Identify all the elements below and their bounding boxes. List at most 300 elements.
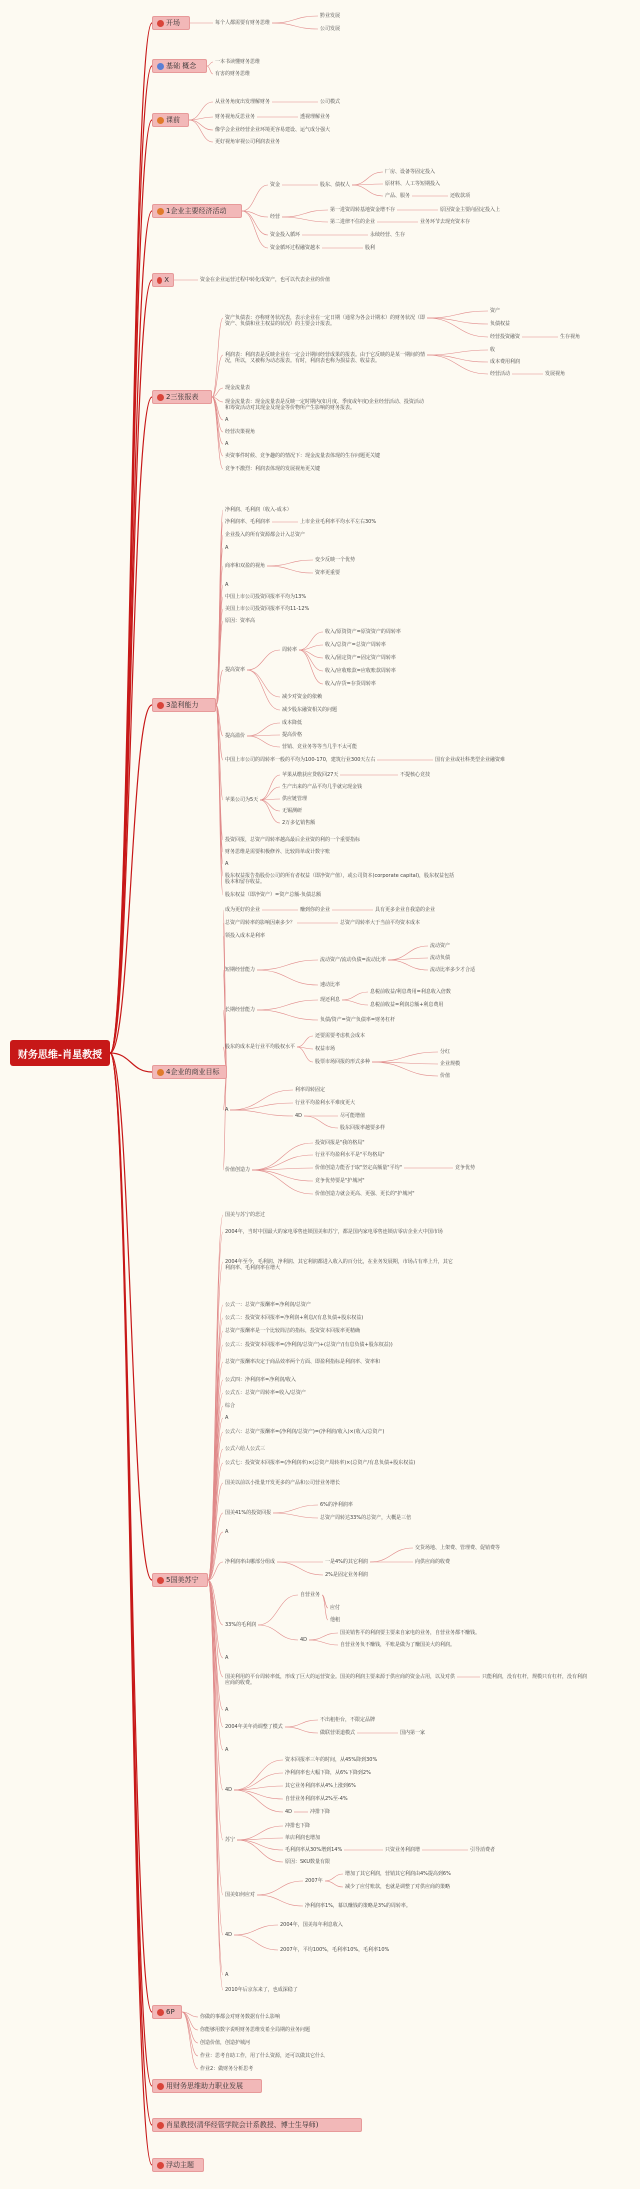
topic-node[interactable]: 经营决策视角 bbox=[225, 429, 256, 435]
topic-node[interactable]: 经营 bbox=[270, 214, 281, 220]
topic-node[interactable]: 自营业务负不赚钱，平账是做为了赚国美大的利润。 bbox=[340, 1642, 456, 1648]
topic-node[interactable]: 毛利润率从30%增到14% bbox=[285, 1847, 343, 1853]
topic-node[interactable]: 原材料、人工等短期投入 bbox=[385, 181, 441, 187]
topic-node[interactable]: 净利润、毛利润（收入-成本） bbox=[225, 507, 292, 513]
topic-node[interactable]: A bbox=[225, 1747, 229, 1753]
connector-line bbox=[237, 1840, 283, 1862]
topic-node[interactable]: 竞争优势要是"护城河" bbox=[315, 1178, 365, 1184]
connector-line bbox=[110, 1053, 152, 2165]
connector-line bbox=[372, 1052, 438, 1062]
connector-line bbox=[309, 1633, 338, 1640]
section-icon bbox=[157, 2009, 164, 2016]
section-icon bbox=[157, 1069, 164, 1076]
topic-node[interactable]: 价值创造力能否于取"坚定高额量"平均" bbox=[315, 1165, 402, 1171]
topic-node[interactable]: 总资产报酬率是一个比较简洁的指标，投资资本回报率更精确 bbox=[225, 1328, 361, 1334]
topic-node[interactable]: 冲排也下降 bbox=[285, 1823, 311, 1829]
section-label: 浮动主题 bbox=[166, 2161, 194, 2169]
connector-line bbox=[267, 560, 313, 566]
connector-line bbox=[267, 566, 313, 573]
section-label: 3盈利能力 bbox=[166, 701, 199, 709]
connector-line bbox=[110, 1053, 152, 2012]
topic-node[interactable]: 原因资金主要向固定投入上 bbox=[440, 207, 501, 213]
topic-node[interactable]: A bbox=[225, 1529, 229, 1535]
topic-node[interactable]: 2万多亿销售额 bbox=[282, 820, 316, 826]
connector-line bbox=[247, 650, 280, 670]
topic-node[interactable]: 生存视角 bbox=[560, 334, 581, 340]
topic-node[interactable]: 减少了应付账款，也就是调整了对供应商的策略 bbox=[345, 1884, 451, 1890]
topic-node[interactable]: 流动资产/流动负债=流动比率 bbox=[320, 957, 386, 963]
topic-node[interactable]: 赚到你的企业 bbox=[300, 907, 331, 913]
connector-line bbox=[189, 120, 213, 142]
topic-node[interactable]: 原因：资率高 bbox=[225, 618, 256, 624]
topic-node[interactable]: 资金 bbox=[270, 182, 281, 188]
connector-line bbox=[352, 172, 383, 185]
connector-line bbox=[388, 958, 428, 960]
topic-node[interactable]: 国美41%的投资回报 bbox=[225, 1510, 272, 1516]
topic-node[interactable]: 4D bbox=[295, 1113, 303, 1119]
topic-node[interactable]: 国美以前以小批量开发更多的产品和公司营业务增长 bbox=[225, 1480, 341, 1486]
connector-line bbox=[282, 217, 328, 222]
connector-line bbox=[242, 211, 268, 235]
connector-line bbox=[110, 66, 152, 1053]
topic-node[interactable]: 苹果公司为5天 bbox=[225, 797, 259, 803]
connector-line bbox=[234, 1773, 283, 1790]
topic-node[interactable]: 2004年，国美每年利息收入 bbox=[280, 1922, 343, 1928]
topic-node[interactable]: A bbox=[225, 1655, 229, 1661]
connector-line bbox=[285, 1720, 318, 1727]
connector-line bbox=[297, 1036, 313, 1047]
topic-node[interactable]: 你做的事都会对财务数据有什么影响 bbox=[200, 2014, 281, 2020]
topic-node[interactable]: A bbox=[225, 1707, 229, 1713]
topic-node[interactable]: 公司模式 bbox=[320, 99, 341, 105]
connector-line bbox=[252, 1170, 313, 1181]
topic-node[interactable]: 产品、服务 bbox=[385, 193, 411, 199]
topic-node[interactable]: 自营业务利润率从2%至-4% bbox=[285, 1796, 348, 1802]
section-node[interactable] bbox=[152, 59, 207, 73]
topic-node[interactable]: 不提核心竞技 bbox=[400, 772, 431, 778]
section-node[interactable] bbox=[152, 2118, 362, 2132]
topic-node[interactable]: 现金流量表 bbox=[225, 385, 251, 391]
topic-node[interactable]: 成为更好的企业 bbox=[225, 907, 261, 913]
topic-node[interactable]: 4D bbox=[285, 1809, 293, 1815]
connector-line bbox=[247, 736, 280, 747]
connector-line bbox=[285, 1727, 318, 1733]
topic-node[interactable]: 具有更多企业自我造的企业 bbox=[375, 907, 436, 913]
connector-line bbox=[304, 1116, 338, 1128]
section-label: 6P bbox=[166, 2008, 175, 2016]
topic-node[interactable]: 厂房、设备等固定投入 bbox=[385, 169, 436, 175]
connector-line bbox=[258, 1595, 298, 1625]
topic-node[interactable]: 4D bbox=[225, 1787, 233, 1793]
topic-node[interactable]: 第一进资周转基地资金增不存 bbox=[330, 207, 396, 213]
topic-node[interactable]: 周转率 bbox=[282, 647, 298, 653]
topic-node[interactable]: 净利润率由哪部分组成 bbox=[225, 1559, 276, 1565]
section-label: 2三张报表 bbox=[166, 393, 199, 401]
section-icon bbox=[157, 702, 164, 709]
topic-node[interactable]: 营销、竞业务等等当几乎不太可能 bbox=[282, 744, 358, 750]
topic-node[interactable]: 不出租柜台，不限定品牌 bbox=[320, 1717, 376, 1723]
topic-node[interactable]: 透视理解业务 bbox=[300, 114, 331, 120]
section-label: 肖星教授(清华经管学院会计系教授、博士生导师) bbox=[166, 2121, 319, 2129]
connector-line bbox=[342, 992, 368, 1000]
connector-line bbox=[230, 1090, 293, 1110]
topic-node[interactable]: 价值创造力 bbox=[225, 1167, 251, 1173]
topic-node[interactable]: 减少对资金的依赖 bbox=[282, 694, 323, 700]
connector-line bbox=[325, 1881, 343, 1887]
section-label: 用财务思维助力职业发展 bbox=[166, 2082, 243, 2090]
connector-line bbox=[370, 1548, 413, 1562]
connector-line bbox=[208, 1580, 223, 1750]
topic-node[interactable]: 公式四：净利润率=净利润/收入 bbox=[225, 1377, 296, 1383]
topic-node[interactable]: 交货场地、上架费、管理费、促销费等 bbox=[415, 1545, 501, 1551]
topic-node[interactable]: 长期经营能力 bbox=[225, 1007, 256, 1013]
connector-line bbox=[247, 723, 280, 736]
topic-node[interactable]: 减少股东融资相关的问题 bbox=[282, 707, 338, 713]
topic-node[interactable]: 他租 bbox=[330, 1617, 341, 1623]
topic-node[interactable]: 总资产周转达33%的总资产，大概是三倍 bbox=[320, 1515, 412, 1521]
connector-line bbox=[234, 1790, 283, 1799]
topic-node[interactable]: 2007年，平均100%，毛利率10%，毛利率10% bbox=[280, 1947, 390, 1953]
connector-line bbox=[110, 280, 152, 1053]
topic-node[interactable]: 冲排下降 bbox=[310, 1809, 331, 1815]
connector-line bbox=[260, 800, 280, 811]
section-node[interactable] bbox=[152, 113, 189, 127]
section-icon bbox=[157, 2083, 164, 2090]
connector-line bbox=[252, 1170, 313, 1194]
topic-node[interactable]: 企业投入的所有资源都会计入总资产 bbox=[225, 532, 306, 538]
topic-node[interactable]: 现金流量表：现金流量表是反映一定时期内(如月度、季度或年度)企业经营活动、投资活动和筹资活动对其现金及现金等价物所产生影响的财务报表。 bbox=[225, 399, 424, 411]
connector-line bbox=[352, 185, 383, 196]
connector-line bbox=[257, 1881, 303, 1895]
topic-node[interactable]: 收入/存货=存货周转率 bbox=[325, 681, 376, 687]
topic-node[interactable]: 竞争优势 bbox=[455, 1165, 476, 1171]
topic-node[interactable]: 6%的净利润率 bbox=[320, 1502, 353, 1508]
topic-node[interactable]: 引导消费者 bbox=[470, 1847, 496, 1853]
topic-node[interactable]: 自营业务 bbox=[300, 1592, 321, 1598]
topic-node[interactable]: 生产出来的产品平均几乎就完现金钱 bbox=[282, 784, 363, 790]
connector-line bbox=[282, 210, 328, 217]
topic-node[interactable]: 还收款项 bbox=[450, 193, 471, 199]
section-icon bbox=[157, 208, 164, 215]
topic-node[interactable]: 经营投资融资 bbox=[490, 334, 521, 340]
topic-node[interactable]: 应付 bbox=[330, 1605, 341, 1611]
connector-line bbox=[257, 1000, 318, 1010]
topic-node[interactable]: 苏宁 bbox=[225, 1837, 236, 1843]
topic-node[interactable]: 提高溢价 bbox=[225, 733, 246, 739]
topic-node[interactable]: 总资产周转率大于当前平均资本成本 bbox=[340, 920, 421, 926]
topic-node[interactable]: 息税前收益=利润总额+利息费用 bbox=[370, 1002, 444, 1008]
topic-node[interactable]: A bbox=[225, 1972, 229, 1978]
section-icon bbox=[157, 1577, 164, 1584]
topic-node[interactable]: 股东的成本是行业平均股权水平 bbox=[225, 1044, 296, 1050]
connector-line bbox=[237, 1838, 283, 1840]
connector-line bbox=[258, 1625, 298, 1640]
connector-line bbox=[182, 2012, 198, 2056]
section-icon bbox=[157, 394, 164, 401]
topic-node[interactable]: A bbox=[225, 582, 229, 588]
connector-line bbox=[272, 23, 318, 29]
topic-node[interactable]: 公式一：总资产报酬率=净利润/总资产 bbox=[225, 1302, 311, 1308]
topic-node[interactable]: 国美利用的平台周转率低，形成了巨大的运营资金。国美的利润主要来源于供应商的资金占用，以及对供应商的收费。 bbox=[225, 1674, 456, 1686]
topic-node[interactable]: 股利 bbox=[365, 245, 376, 251]
topic-node[interactable]: 提高资率 bbox=[225, 667, 246, 673]
topic-node[interactable]: 2010年后京东来了，也成深稳了 bbox=[225, 1987, 298, 1993]
connector-line bbox=[427, 355, 488, 362]
topic-node[interactable]: 黔业发展 bbox=[320, 13, 341, 19]
connector-line bbox=[297, 1047, 313, 1062]
connector-line bbox=[110, 120, 152, 1053]
topic-node[interactable]: 向供应商的收费 bbox=[415, 1559, 451, 1565]
topic-node[interactable]: 竞争不激烈：利润表体现的发展视角更关键 bbox=[225, 466, 321, 472]
topic-node[interactable]: 总资产报酬率决定于商品效率两个方面、即盈利指标是利润率、资率和 bbox=[225, 1359, 381, 1365]
topic-node[interactable]: 成本费用利润 bbox=[490, 359, 521, 365]
topic-node[interactable]: 利率周转固定 bbox=[295, 1087, 326, 1093]
connector-line bbox=[272, 16, 318, 23]
topic-node[interactable]: 第二进律不住的企业 bbox=[330, 219, 376, 225]
topic-node[interactable]: 公式五：总资产周转率=收入/总资产 bbox=[225, 1390, 306, 1396]
topic-node[interactable]: 权益市场 bbox=[315, 1046, 336, 1052]
topic-node[interactable]: 公式六给人公式三 bbox=[225, 1446, 266, 1452]
topic-node[interactable]: 永续经营、生存 bbox=[370, 232, 406, 238]
section-node[interactable] bbox=[152, 1573, 208, 1587]
topic-node[interactable]: 国美如何应对 bbox=[225, 1892, 256, 1898]
topic-node[interactable]: 业务环节去现充资本存 bbox=[420, 219, 471, 225]
connector-line bbox=[260, 787, 280, 800]
topic-node[interactable]: 33%的毛利润 bbox=[225, 1622, 257, 1628]
topic-node[interactable]: 领投入成本是利率 bbox=[225, 933, 266, 939]
topic-node[interactable]: 你能够用数字说明财务思维发希全局期的业务问题 bbox=[200, 2027, 311, 2033]
topic-node[interactable]: 财务视角反思业务 bbox=[215, 114, 256, 120]
topic-node[interactable]: 商率和双盈的视角 bbox=[225, 563, 266, 569]
topic-node[interactable]: 卖资事件时候、竞争趣的的情况下：现金流量表体现的生存问题更关键 bbox=[225, 453, 381, 459]
topic-node[interactable]: 短期经营能力 bbox=[225, 967, 256, 973]
topic-node[interactable]: 只能利润，没有杠杆，规模只有杠杆，没有利润 bbox=[482, 1674, 588, 1680]
section-icon bbox=[157, 117, 164, 124]
connector-line bbox=[234, 1760, 283, 1790]
topic-node[interactable]: A bbox=[225, 441, 229, 447]
topic-node[interactable]: 从业务角度出发理解财务 bbox=[215, 99, 271, 105]
topic-node[interactable]: 经营活动 bbox=[490, 371, 511, 377]
connector-line bbox=[273, 1513, 318, 1518]
topic-node[interactable]: 财务思维是需要积极修养、比较简单或计数字账 bbox=[225, 849, 331, 855]
topic-node[interactable]: 股东权益（即净资产）=资产总额-负债总额 bbox=[225, 892, 321, 898]
topic-node[interactable]: 公式七：投资资本回报率=(净利润率)×(总资产周转率)×(总资产/有息负债+股东权益) bbox=[225, 1460, 416, 1466]
connector-line bbox=[247, 670, 280, 710]
topic-node[interactable]: 美国上市公司投资回报率平均11-12% bbox=[225, 606, 310, 612]
section-node[interactable] bbox=[152, 2005, 182, 2019]
section-node[interactable] bbox=[152, 204, 242, 218]
topic-node[interactable]: 收入/原资资产=原资资产的周转率 bbox=[325, 629, 401, 635]
topic-node[interactable]: A bbox=[225, 545, 229, 551]
topic-node[interactable]: 净利润率也大幅下降，从6%下降到2% bbox=[285, 1770, 371, 1776]
section-label: 1企业主要经济活动 bbox=[166, 207, 227, 215]
connector-line bbox=[257, 960, 318, 970]
connector-line bbox=[257, 970, 318, 985]
topic-node[interactable]: 成本降低 bbox=[282, 720, 303, 726]
topic-node[interactable]: 做联营渠道模式 bbox=[320, 1730, 356, 1736]
connector-line bbox=[252, 1155, 313, 1170]
topic-node[interactable]: 资金在企业运营过程中转化成资产，也可以代表企业的价值 bbox=[200, 277, 331, 283]
topic-node[interactable]: 2007年 bbox=[305, 1878, 323, 1884]
connector-line bbox=[189, 120, 213, 130]
connector-line bbox=[212, 397, 223, 456]
topic-node[interactable]: 苹果从缴获应贷收回27天 bbox=[282, 772, 339, 778]
topic-node[interactable]: 供应链管理 bbox=[282, 796, 308, 802]
section-node[interactable] bbox=[152, 1065, 227, 1079]
topic-node[interactable]: 资产负债表：亦称财务状况表，表示企业在一定日期（通常为各会计期末）的财务状况（即资产、负债和业主权益的状况）的主要会计报表。 bbox=[225, 315, 426, 327]
section-icon bbox=[157, 277, 162, 284]
root-node[interactable] bbox=[10, 1040, 110, 1066]
topic-node[interactable]: A bbox=[225, 417, 229, 423]
section-icon bbox=[157, 63, 164, 70]
topic-node[interactable]: 资本回报率三年的时间，从45%降到30% bbox=[285, 1757, 378, 1763]
topic-node[interactable]: 中国上市公司投资回报率平均为13% bbox=[225, 594, 307, 600]
connector-line bbox=[237, 1840, 283, 1850]
topic-node[interactable]: 国有企业或社科类型企业融资难 bbox=[435, 757, 506, 763]
topic-node[interactable]: 现还利息 bbox=[320, 997, 341, 1003]
topic-node[interactable]: 作业2：做财务分析思考 bbox=[200, 2066, 254, 2072]
topic-node[interactable]: 价值创造力就会更高、更强、更长的"护城河" bbox=[315, 1191, 415, 1197]
topic-node[interactable]: 一本书读懂财务思维 bbox=[215, 59, 261, 65]
topic-node[interactable]: 利润表：利润表是反映企业在一定会计期间经营成果的报表。由于它反映的是某一期间的情况，所以，又被称为动态报表。有时，利润表也称为损益表、收益表。 bbox=[225, 352, 426, 364]
topic-node[interactable]: 收入/固定资产=固定资产周转率 bbox=[325, 655, 396, 661]
topic-node[interactable]: 流动负债 bbox=[430, 955, 451, 961]
connector-line bbox=[299, 650, 323, 684]
section-node[interactable] bbox=[152, 273, 174, 287]
topic-node[interactable]: 收 bbox=[490, 347, 496, 353]
topic-node[interactable]: 负债/资产=资产负债率=财务杠杆 bbox=[320, 1017, 396, 1023]
topic-node[interactable]: 2%是固定业务利润 bbox=[325, 1572, 368, 1578]
topic-node[interactable]: 公式六：总资产报酬率=(净利润/总资产)=(净利润/收入)×(收入/总资产) bbox=[225, 1429, 385, 1435]
topic-node[interactable]: 总资产周转率的影响因素多少？ bbox=[225, 920, 296, 926]
connector-line bbox=[110, 1053, 152, 1580]
connector-line bbox=[427, 350, 488, 355]
topic-node[interactable]: 变少反映一个优势 bbox=[315, 557, 356, 563]
topic-node[interactable]: 资率更重要 bbox=[315, 570, 341, 576]
topic-node[interactable]: 价值 bbox=[440, 1073, 451, 1079]
topic-node[interactable]: 创造价值，创造护城河 bbox=[200, 2040, 251, 2046]
connector-line bbox=[223, 936, 227, 1072]
topic-node[interactable]: 一是4%的其它利润 bbox=[325, 1559, 368, 1565]
topic-node[interactable]: 每个人都需要有财务思维 bbox=[215, 20, 271, 26]
connector-line bbox=[234, 1790, 283, 1812]
topic-node[interactable]: 流动资产 bbox=[430, 943, 451, 949]
topic-node[interactable]: 像学会企业经营企业环境更容易建设、运气成分强大 bbox=[215, 127, 331, 133]
topic-node[interactable]: 4D bbox=[300, 1637, 308, 1643]
topic-node[interactable]: 更好视角审视公司利润表业务 bbox=[215, 139, 281, 145]
topic-node[interactable]: 国内第一家 bbox=[400, 1730, 426, 1736]
topic-node[interactable]: A bbox=[225, 1415, 229, 1421]
connector-line bbox=[427, 355, 488, 374]
section-icon bbox=[157, 2122, 164, 2129]
topic-node[interactable]: 只资业务利润增 bbox=[385, 1847, 421, 1853]
topic-node[interactable]: 其它业务利润率从4%上涨到6% bbox=[285, 1783, 356, 1789]
topic-node[interactable]: 分红 bbox=[440, 1049, 451, 1055]
section-node[interactable] bbox=[152, 16, 190, 30]
topic-node[interactable]: 提高价格 bbox=[282, 732, 303, 738]
section-node[interactable] bbox=[152, 698, 216, 712]
topic-node[interactable]: 无锡测研 bbox=[282, 808, 303, 814]
topic-node[interactable]: 有害的财务思维 bbox=[215, 71, 251, 77]
topic-node[interactable]: 投资回报是"我的格局" bbox=[315, 1140, 365, 1146]
topic-node[interactable]: 还要需要考虑机会成本 bbox=[315, 1033, 366, 1039]
topic-node[interactable]: 流动比率多少才合适 bbox=[430, 967, 476, 973]
topic-node[interactable]: 单店利润也增加 bbox=[285, 1835, 321, 1841]
section-icon bbox=[157, 20, 164, 27]
section-node[interactable] bbox=[152, 2079, 262, 2093]
connector-line bbox=[234, 1935, 278, 1950]
section-label: X bbox=[164, 276, 169, 284]
topic-node[interactable]: 国美销售平的利润要主要来自家电的业务，自营业务都不赚钱。 bbox=[340, 1630, 481, 1636]
section-node[interactable] bbox=[152, 2158, 204, 2172]
connector-line bbox=[230, 1103, 293, 1110]
topic-node[interactable]: 股东、债权人 bbox=[320, 182, 351, 188]
topic-node[interactable]: 增加了其它利润，营销其它利润由4%提高到6% bbox=[345, 1871, 451, 1877]
section-label: 4企业的商业目标 bbox=[166, 1068, 220, 1076]
topic-node[interactable]: 息税前收益/利息费用=利息收入倍数 bbox=[370, 989, 451, 995]
section-label: 课前 bbox=[166, 116, 180, 124]
topic-node[interactable]: 净利润率、毛利润率 bbox=[225, 519, 271, 525]
topic-node[interactable]: 股东权益报告指股份公司的所有者权益（即净资产值），或公司资本(corporate capital)，股东权益包括股本和留存收益。 bbox=[225, 873, 455, 885]
section-label: 开场 bbox=[166, 19, 180, 27]
topic-node[interactable]: 上市企业毛利率平均水平左右30% bbox=[300, 519, 377, 525]
topic-node[interactable]: 公式二：投资资本回报率=净利润+利息/(有息负债+股东权益) bbox=[225, 1315, 364, 1321]
topic-node[interactable]: 股票市场回报的形式多种 bbox=[315, 1059, 371, 1065]
topic-node[interactable]: 行业平均盈利水平是"平均格局" bbox=[315, 1152, 385, 1158]
topic-node[interactable]: 原因：SKU数量有限 bbox=[285, 1859, 330, 1865]
topic-node[interactable]: 4D bbox=[225, 1932, 233, 1938]
topic-node[interactable]: 综合 bbox=[225, 1403, 236, 1409]
connector-line bbox=[110, 397, 152, 1053]
topic-node[interactable]: 股东回报率越要多样 bbox=[340, 1125, 386, 1131]
topic-node[interactable]: 发展视角 bbox=[545, 371, 566, 377]
topic-node[interactable]: 2004年美年尚调整了模式 bbox=[225, 1724, 283, 1730]
topic-node[interactable]: 速动比率 bbox=[320, 982, 341, 988]
topic-node[interactable]: 收入/总资产=总资产周转率 bbox=[325, 642, 386, 648]
topic-node[interactable]: 公司发展 bbox=[320, 26, 341, 32]
topic-node[interactable]: 企业规模 bbox=[440, 1061, 461, 1067]
connector-line bbox=[273, 1505, 318, 1513]
topic-node[interactable]: 作业：思考自助工作，用了什么资源，还可以做其它什么 bbox=[200, 2053, 326, 2059]
topic-node[interactable]: 2004年至今，毛利润、净利润、其它利润都进入收入的百分比，在业务发展期，市场占有率上升，其它利润率、毛利润率在增大 bbox=[225, 1259, 453, 1271]
topic-node[interactable]: A bbox=[225, 861, 229, 867]
topic-node[interactable]: 国美与苏宁的悲过 bbox=[225, 1212, 266, 1218]
topic-node[interactable]: 净利润率1%，幕以赚钱的策略是3%的周转率。 bbox=[305, 1903, 411, 1909]
section-node[interactable] bbox=[152, 390, 212, 404]
topic-node[interactable]: 行业平均盈利水平难度更大 bbox=[295, 1100, 356, 1106]
section-label: 基础 概念 bbox=[166, 62, 197, 70]
topic-node[interactable]: A bbox=[225, 1107, 229, 1113]
topic-node[interactable]: 2004年，当时中国最大的家电零售连锁国美和苏宁，都是国内家电零售连锁店零店企业大中国市场 bbox=[225, 1229, 443, 1235]
connector-line bbox=[110, 211, 152, 1053]
topic-node[interactable]: 资金循环过程融资越本 bbox=[270, 245, 321, 251]
root-title: 财务思维-肖星教授 bbox=[17, 1049, 103, 1061]
topic-node[interactable]: 负债权益 bbox=[490, 321, 511, 327]
topic-node[interactable]: 收入/应收账款=应收账款周转率 bbox=[325, 668, 396, 674]
topic-node[interactable]: 资金投入循环 bbox=[270, 232, 301, 238]
connector-line bbox=[260, 800, 280, 823]
section-icon bbox=[157, 2162, 164, 2169]
connector-line bbox=[212, 397, 223, 444]
connector-line bbox=[230, 1110, 293, 1116]
connector-line bbox=[207, 66, 213, 74]
connector-line bbox=[427, 311, 488, 318]
topic-node[interactable]: 尽可能增值 bbox=[340, 1113, 366, 1119]
topic-node[interactable]: 公式三：投资资本回报率=(净利润/总资产)+(总资产/(有息负债+股东权益)) bbox=[225, 1342, 393, 1348]
topic-node[interactable]: 中国上市公司的周转率一般的平均为100-170，建筑行业300天左右 bbox=[225, 757, 376, 763]
topic-node[interactable]: 投资回报，总资产周转率越高最后企业资的利的一个重要指标 bbox=[225, 837, 361, 843]
topic-node[interactable]: 资产 bbox=[490, 308, 501, 314]
